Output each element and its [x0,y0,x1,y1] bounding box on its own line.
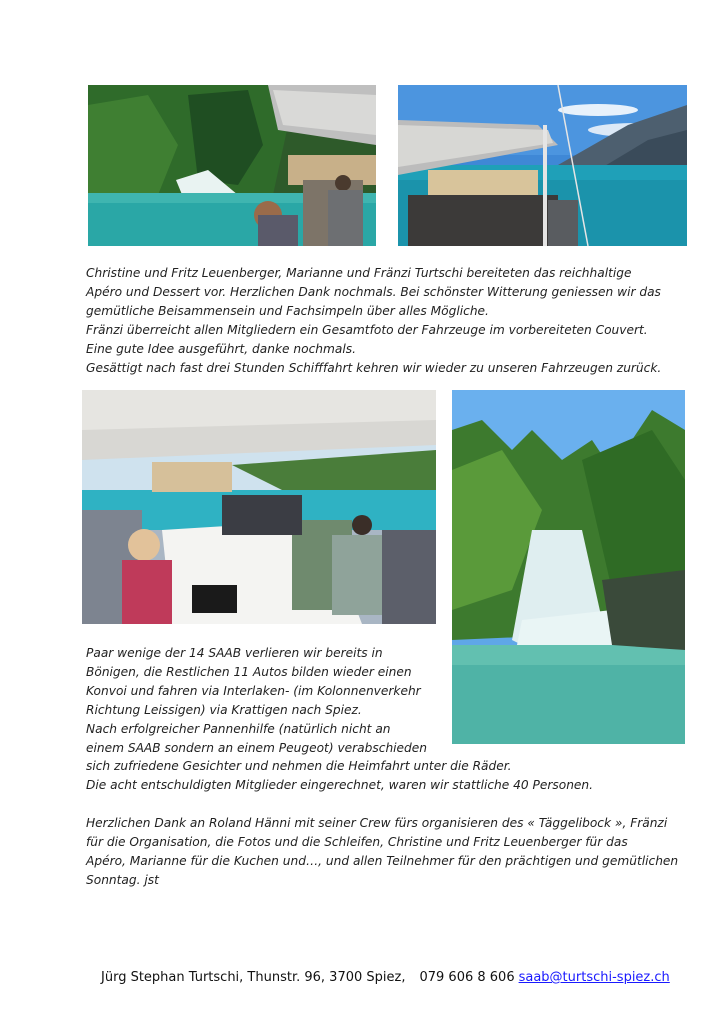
paragraph-line: Eine gute Idee ausgeführt, danke nochmals. [86,341,356,356]
paragraph-line: einem SAAB sondern an einem Peugeot) verabschieden [86,740,428,755]
return-trip-paragraph [86,644,593,795]
footer-phone: 079 606 8 606 [419,970,515,985]
paragraph-line: Bönigen, die Restlichen 11 Autos bilden wieder einen [86,664,412,679]
paragraph-line: Apéro, Marianne für die Kuchen und…, und allen Teilnehmer für den prächtigen und gemütlichen [86,853,679,868]
paragraph-line: Richtung Leissigen) via Krattigen nach Spiez. [86,702,362,717]
paragraph-line: Sonntag. jst [86,872,159,887]
paragraph-line: Nach erfolgreicher Pannenhilfe (natürlich nicht an [86,721,391,736]
paragraph-line: Die acht entschuldigten Mitglieder eingerechnet, waren wir stattliche 40 Personen. [86,778,594,793]
paragraph-line: sich zufriedene Gesichter und nehmen die Heimfahrt unter die Räder. [86,759,512,774]
paragraph-line: Gesättigt nach fast drei Stunden Schifffahrt kehren wir wieder zu unseren Fahrzeugen zurück. [86,360,662,375]
paragraph-line: Konvoi und fahren via Interlaken- (im Kolonnenverkehr [86,683,421,698]
paragraph-line: Apéro und Dessert vor. Herzlichen Dank nochmals. Bei schönster Witterung geniessen wir das [86,284,661,299]
paragraph-line: Christine und Fritz Leuenberger, Marianne und Fränzi Turtschi bereiteten das reichhaltige [86,266,632,280]
paragraph-line: Fränzi überreicht allen Mitgliedern ein Gesamtfoto der Fahrzeuge im vorbereiteten Couvert. [86,322,648,337]
thanks-paragraph [86,814,678,890]
paragraph-line: gemütliche Beisammensein und Fachsimpeln über alles Mögliche. [86,303,489,318]
waterfall-lake-boat-photo [88,85,376,246]
intro-paragraph [86,264,661,377]
footer-address: Jürg Stephan Turtschi, Thunstr. 96, 3700 Spiez, [101,970,406,985]
paragraph-line: Paar wenige der 14 SAAB verlieren wir bereits in [86,646,383,660]
paragraph-line: für die Organisation, die Fotos und die Schleifen, Christine und Fritz Leuenberger für das [86,834,628,849]
boat-deck-guests-photo [82,390,436,624]
footer-email-link[interactable]: saab@turtschi-spiez.ch [518,970,670,985]
boat-deck-lake-photo [398,85,687,246]
footer-contact [101,970,670,985]
paragraph-line: Herzlichen Dank an Roland Hänni mit seiner Crew fürs organisieren des « Täggelibock », Fränzi [86,816,668,830]
